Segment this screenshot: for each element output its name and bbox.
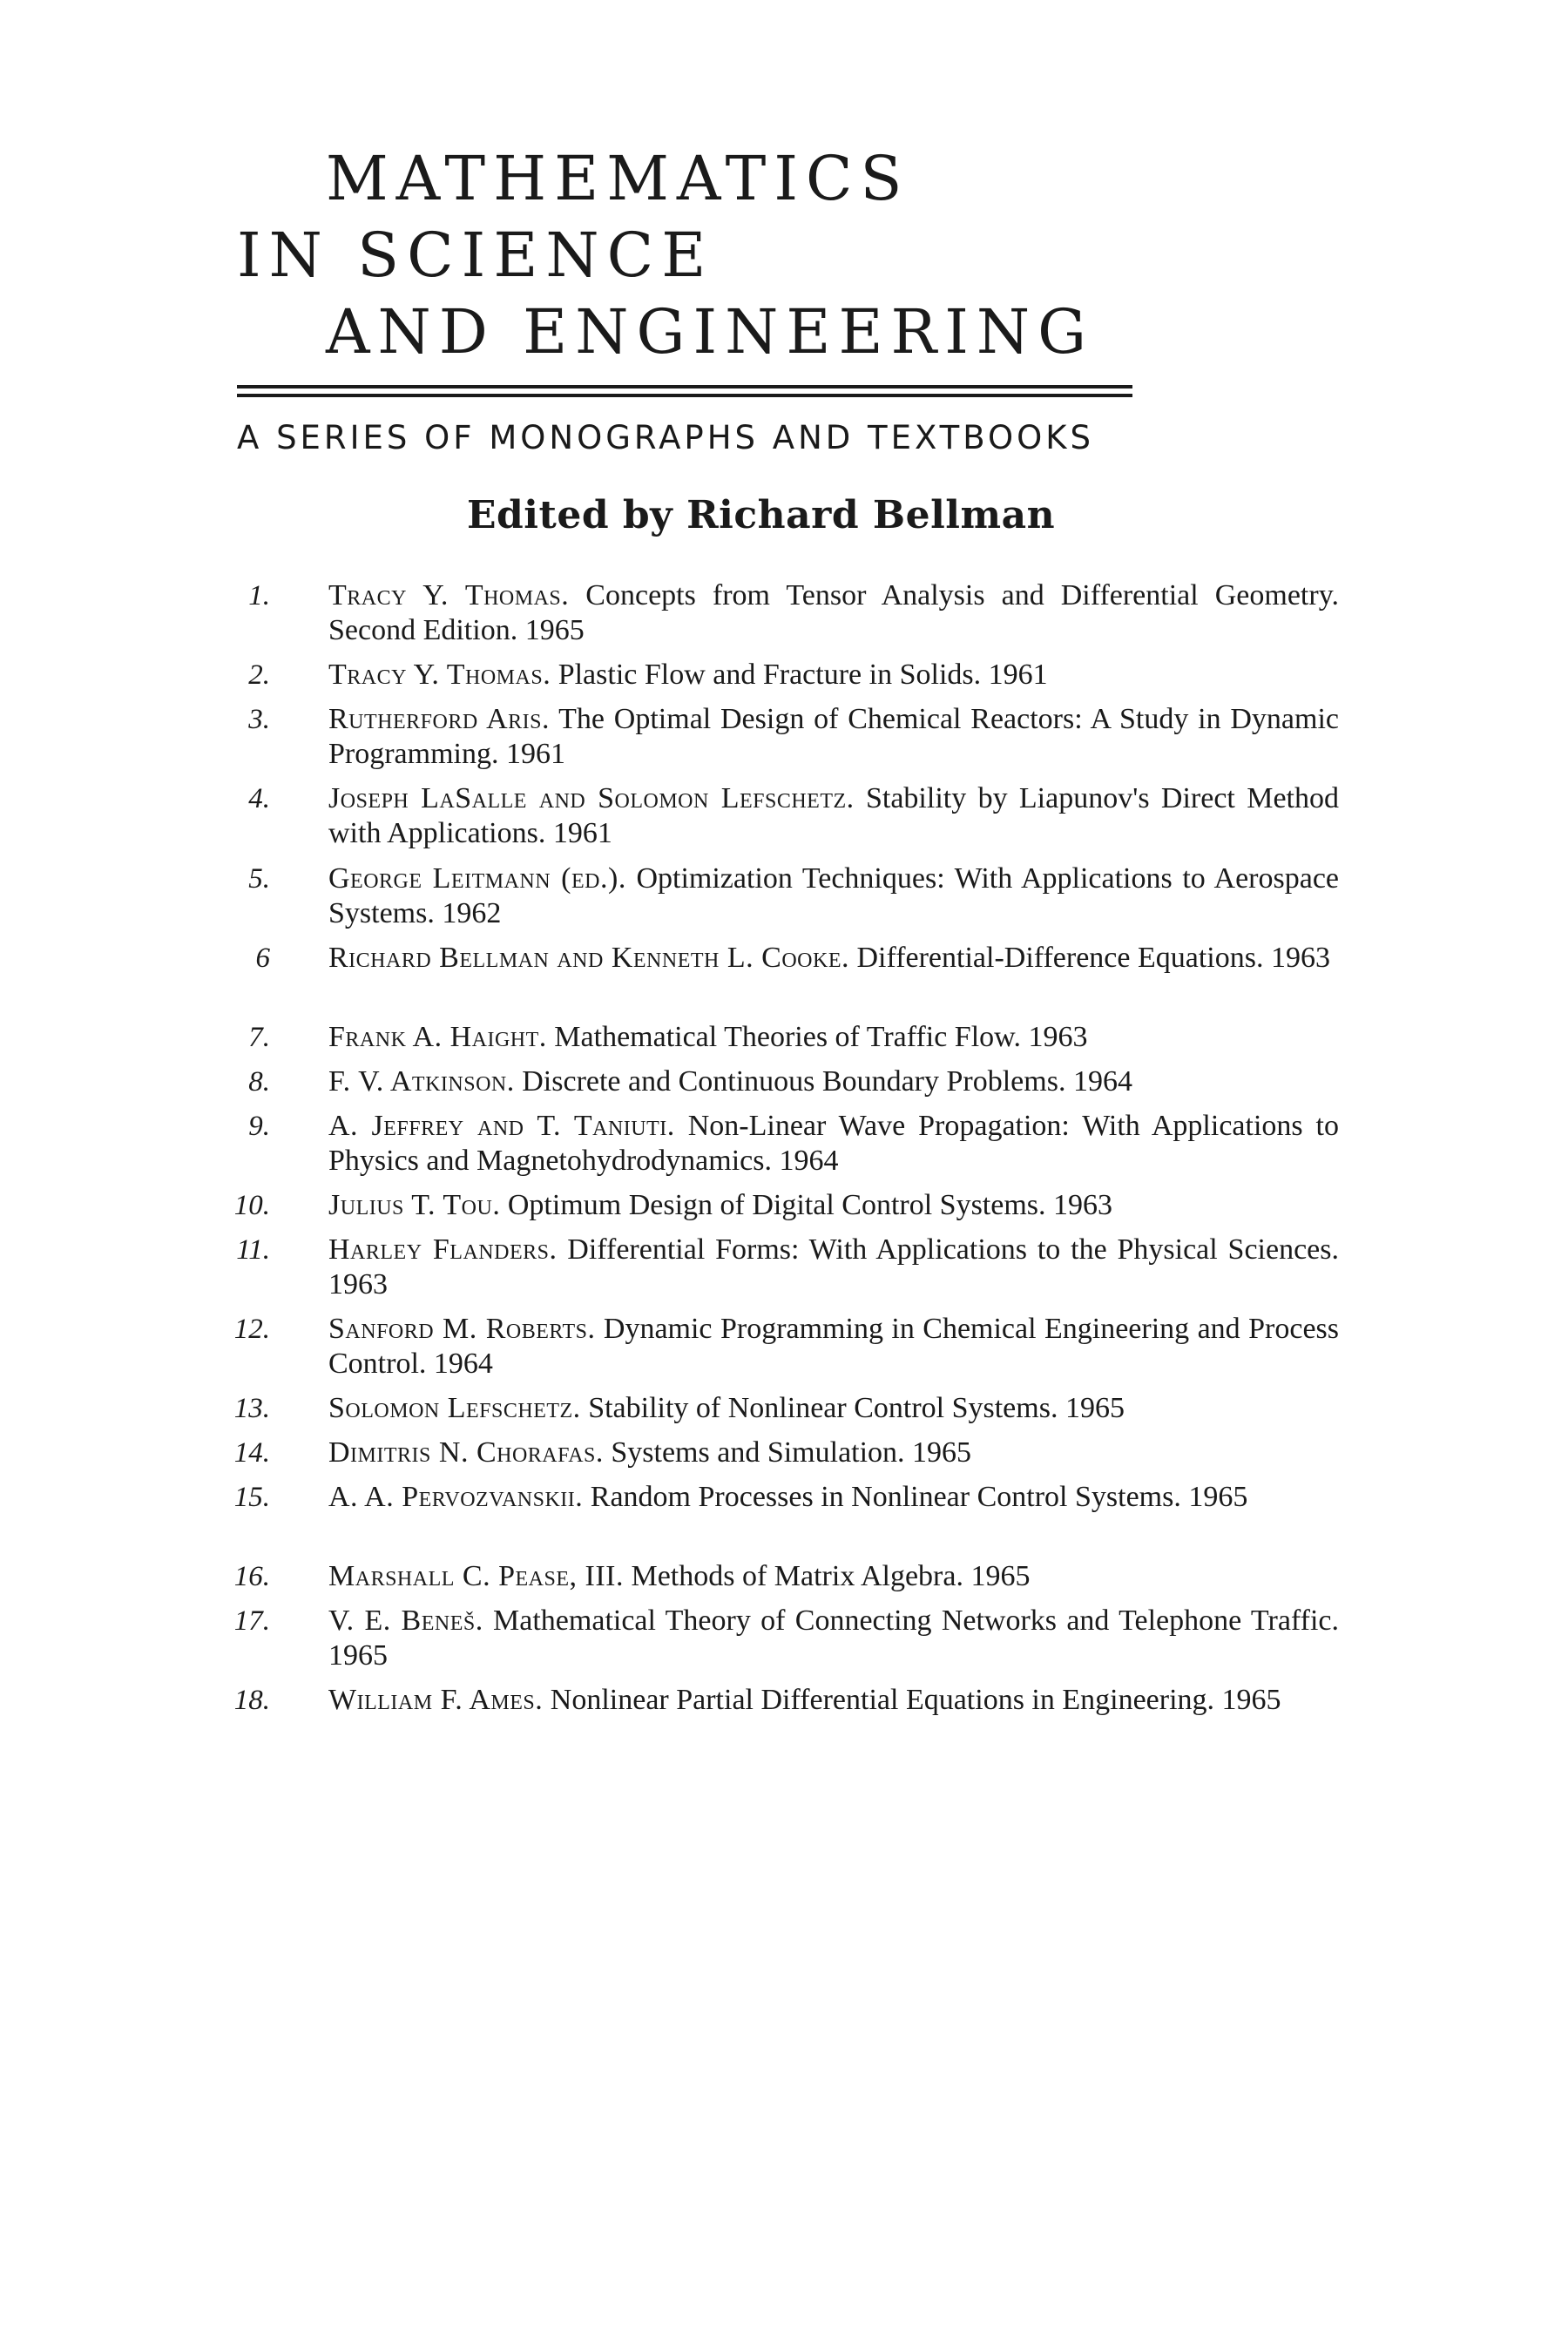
book-author: Solomon Lefschetz. [328,1392,581,1424]
book-text [328,941,1339,976]
book-title: Mathematical Theory of Connecting Networks and Telephone Traffic. 1965 [328,1604,1339,1672]
book-number: 17. [233,1605,270,1637]
book-title: Random Processes in Nonlinear Control Systems. 1965 [583,1481,1248,1513]
series-subtitle: A SERIES OF MONOGRAPHS AND TEXTBOOKS [237,419,1095,456]
book-title: Non-Linear Wave Propagation: With Applications to Physics and Magnetohydrodynamics. 1964 [328,1110,1339,1177]
book-author: Tracy Y. Thomas. [328,659,551,691]
book-text [328,1312,1339,1382]
book-number: 1. [248,580,270,611]
book-text [328,1480,1339,1515]
book-title: Nonlinear Partial Differential Equations in Engineering. 1965 [543,1684,1281,1716]
book-text [328,1436,1339,1470]
book-author: Sanford M. Roberts. [328,1313,596,1345]
book-author: Dimitris N. Chorafas. [328,1436,604,1469]
book-text [328,781,1339,851]
book-title: Differential Forms: With Applications to the Physical Sciences. 1963 [328,1233,1339,1300]
book-number: 6 [255,942,270,974]
book-text [328,658,1339,692]
book-author: F. V. Atkinson. [328,1065,515,1098]
book-number: 16. [233,1561,270,1592]
book-number: 9. [248,1111,270,1142]
book-author: Rutherford Aris. [328,703,550,735]
book-text [328,1188,1339,1223]
book-author: Julius T. Tou. [328,1189,501,1221]
book-title: Mathematical Theories of Traffic Flow. 1963 [546,1021,1088,1053]
book-number: 2. [248,659,270,691]
book-author: Harley Flanders. [328,1233,558,1266]
book-author: William F. Ames. [328,1684,544,1716]
book-text [328,1233,1339,1302]
book-number: 8. [248,1066,270,1098]
book-title: Discrete and Continuous Boundary Problems. 1964 [514,1065,1132,1098]
series-title-line-1: MATHEMATICS [326,143,910,214]
book-text [328,1604,1339,1673]
book-title: Methods of Matrix Algebra. 1965 [623,1560,1031,1592]
book-text [328,1109,1339,1179]
book-title: The Optimal Design of Chemical Reactors: A Study in Dynamic Programming. 1961 [328,703,1339,770]
book-number: 18. [233,1685,270,1716]
series-title-line-2: IN SCIENCE [237,220,714,291]
book-text [328,861,1339,931]
book-text [328,578,1339,648]
book-author: A. A. Pervozvanskii. [328,1481,584,1513]
book-text [328,1683,1339,1718]
book-text [328,1559,1339,1594]
book-author: Joseph LaSalle and Solomon Lefschetz. [328,782,855,814]
book-author: Richard Bellman and Kenneth L. Cooke. [328,942,849,974]
book-number: 4. [248,783,270,814]
book-title: Stability by Liapunov's Direct Method with Applications. 1961 [328,782,1339,849]
book-text [328,702,1339,772]
series-editor: Edited by Richard Bellman [467,493,1056,537]
book-text [328,1391,1339,1426]
book-title: Plastic Flow and Fracture in Solids. 1961 [551,659,1048,691]
book-author: A. Jeffrey and T. Taniuti. [328,1110,675,1142]
book-number: 3. [248,704,270,735]
book-text [328,1020,1339,1055]
book-number: 14. [233,1437,270,1469]
book-author: Marshall C. Pease, III. [328,1560,624,1592]
book-number: 10. [233,1190,270,1221]
book-title: Systems and Simulation. 1965 [603,1436,972,1469]
book-number: 12. [233,1314,270,1345]
book-author: George Leitmann (ed.). [328,862,626,895]
book-number: 11. [236,1234,270,1266]
book-author: Tracy Y. Thomas. [328,579,570,611]
book-number: 5. [248,863,270,895]
book-title: Dynamic Programming in Chemical Engineering and Process Control. 1964 [328,1313,1339,1380]
book-title: Optimum Design of Digital Control Systems. 1963 [500,1189,1113,1221]
book-title: Differential-Difference Equations. 1963 [848,942,1330,974]
series-title-line-3: AND ENGINEERING [326,296,1095,368]
book-title: Concepts from Tensor Analysis and Differential Geometry. Second Edition. 1965 [328,579,1339,646]
book-number: 7. [248,1022,270,1053]
book-author: V. E. Beneš. [328,1604,483,1637]
book-title: Optimization Techniques: With Applications to Aerospace Systems. 1962 [328,862,1339,929]
book-number: 13. [233,1393,270,1424]
book-number: 15. [233,1482,270,1513]
book-title: Stability of Nonlinear Control Systems. 1965 [580,1392,1125,1424]
book-author: Frank A. Haight. [328,1021,547,1053]
book-text [328,1064,1339,1099]
